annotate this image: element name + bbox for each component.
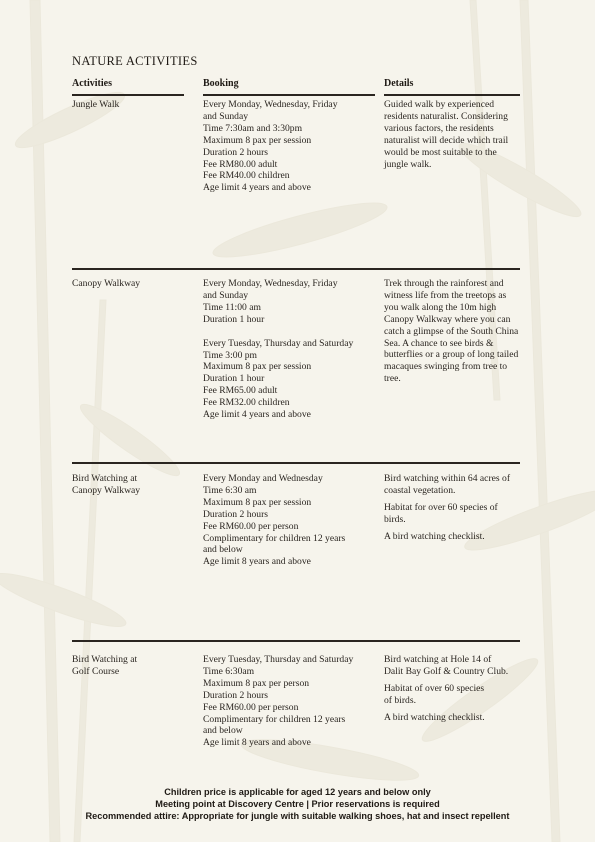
header-rule-activities: [72, 94, 184, 96]
description-line: various factors, the residents: [384, 122, 494, 134]
booking-line: Time 3:00 pm: [203, 349, 258, 361]
description-line: would be most suitable to the: [384, 146, 497, 158]
description-line: butterflies or a group of long tailed: [384, 349, 519, 361]
description-line: naturalist will decide which trail: [384, 134, 509, 146]
description-line: Bird watching at Hole 14 of: [384, 654, 492, 665]
booking-details: [203, 654, 375, 749]
activity-name-line: Bird Watching at: [72, 654, 138, 665]
activity-name: [72, 99, 192, 111]
booking-line: Duration 1 hour: [203, 373, 265, 385]
booking-line: Fee RM80.00 adult: [203, 158, 278, 170]
booking-line: Every Tuesday, Thursday and Saturday: [203, 654, 354, 665]
booking-line: and below: [203, 725, 243, 737]
booking-line: Age limit 4 years and above: [203, 182, 311, 194]
booking-line: Maximum 8 pax per session: [203, 361, 312, 373]
booking-line: Duration 2 hours: [203, 146, 269, 158]
activity-name: [72, 654, 192, 678]
description-line: A bird watching checklist.: [384, 711, 485, 723]
activity-name-line: Canopy Walkway: [72, 278, 141, 289]
description-line: birds.: [384, 513, 406, 525]
description-line: Dalit Bay Golf & Country Club.: [384, 665, 509, 677]
description-line: tree.: [384, 373, 401, 385]
footer-children-price: Children price is applicable for aged 12 years and below only: [164, 787, 431, 797]
description-line: coastal vegetation.: [384, 484, 456, 496]
footer-recommended-attire: Recommended attire: Appropriate for jungle with suitable walking shoes, hat and insect repellent: [85, 811, 510, 821]
booking-line: Time 6:30am: [203, 665, 255, 677]
activity-name: [72, 473, 192, 497]
booking-line: Maximum 8 pax per session: [203, 134, 312, 146]
description-line: you walk along the 10m high: [384, 301, 497, 313]
booking-line: Age limit 8 years and above: [203, 556, 311, 568]
footer-meeting-point: Meeting point at Discovery Centre | Prior reservations is required: [155, 799, 440, 809]
activity-name-line: Jungle Walk: [72, 99, 120, 110]
description-line: Habitat for over 60 species of: [384, 501, 498, 513]
description-line: Bird watching within 64 acres of: [384, 473, 511, 484]
row-divider: [72, 640, 520, 642]
booking-line: Age limit 8 years and above: [203, 737, 311, 749]
description-line: Habitat of over 60 species: [384, 682, 485, 694]
row-divider: [72, 462, 520, 464]
booking-details: [203, 473, 375, 568]
booking-line: Fee RM32.00 children: [203, 397, 290, 409]
booking-line: Complimentary for children 12 years: [203, 713, 346, 725]
description-line: of birds.: [384, 694, 416, 706]
activity-name-line: Canopy Walkway: [72, 484, 141, 496]
booking-line: Fee RM60.00 per person: [203, 520, 299, 532]
header-booking: Booking: [203, 78, 239, 89]
page-title: NATURE ACTIVITIES: [72, 54, 198, 68]
booking-line: and below: [203, 544, 243, 556]
row-divider: [72, 268, 520, 270]
booking-line: Time 6:30 am: [203, 484, 257, 496]
activity-name-line: Bird Watching at: [72, 473, 138, 484]
header-activities: Activities: [72, 78, 112, 89]
activity-description: [384, 99, 524, 170]
booking-line: Maximum 8 pax per person: [203, 677, 310, 689]
booking-line: Every Tuesday, Thursday and Saturday: [203, 337, 354, 349]
footer-notes: [40, 786, 555, 822]
description-line: Guided walk by experienced: [384, 99, 495, 110]
booking-details: [203, 99, 375, 194]
description-line: Sea. A chance to see birds &: [384, 337, 494, 349]
activity-name: [72, 278, 192, 290]
booking-line: Fee RM60.00 per person: [203, 701, 299, 713]
activity-name-line: Golf Course: [72, 665, 120, 677]
booking-line: Time 7:30am and 3:30pm: [203, 122, 303, 134]
booking-line: Every Monday and Wednesday: [203, 473, 323, 484]
description-line: Canopy Walkway where you can: [384, 313, 511, 325]
activity-description: [384, 278, 524, 385]
header-details: Details: [384, 78, 414, 89]
booking-line: Every Monday, Wednesday, Friday: [203, 278, 338, 289]
description-line: Trek through the rainforest and: [384, 278, 504, 289]
booking-line: Duration 2 hours: [203, 689, 269, 701]
booking-line: Duration 2 hours: [203, 508, 269, 520]
booking-line: Duration 1 hour: [203, 313, 265, 325]
activity-description: [384, 654, 524, 724]
header-rule-booking: [203, 94, 375, 96]
booking-details: [203, 278, 375, 421]
booking-line: Age limit 4 years and above: [203, 409, 311, 421]
booking-line: Fee RM65.00 adult: [203, 385, 278, 397]
description-line: macaques swinging from tree to: [384, 361, 508, 373]
booking-line: Complimentary for children 12 years: [203, 532, 346, 544]
booking-line: and Sunday: [203, 110, 249, 122]
description-line: witness life from the treetops as: [384, 289, 507, 301]
header-rule-details: [384, 94, 520, 96]
booking-line: Every Monday, Wednesday, Friday: [203, 99, 338, 110]
booking-line: and Sunday: [203, 289, 249, 301]
description-line: jungle walk.: [384, 158, 432, 170]
description-line: catch a glimpse of the South China: [384, 325, 519, 337]
description-line: residents naturalist. Considering: [384, 110, 508, 122]
activity-description: [384, 473, 524, 543]
booking-line: Fee RM40.00 children: [203, 170, 290, 182]
booking-line: Maximum 8 pax per session: [203, 496, 312, 508]
booking-line: Time 11:00 am: [203, 301, 261, 313]
description-line: A bird watching checklist.: [384, 530, 485, 542]
